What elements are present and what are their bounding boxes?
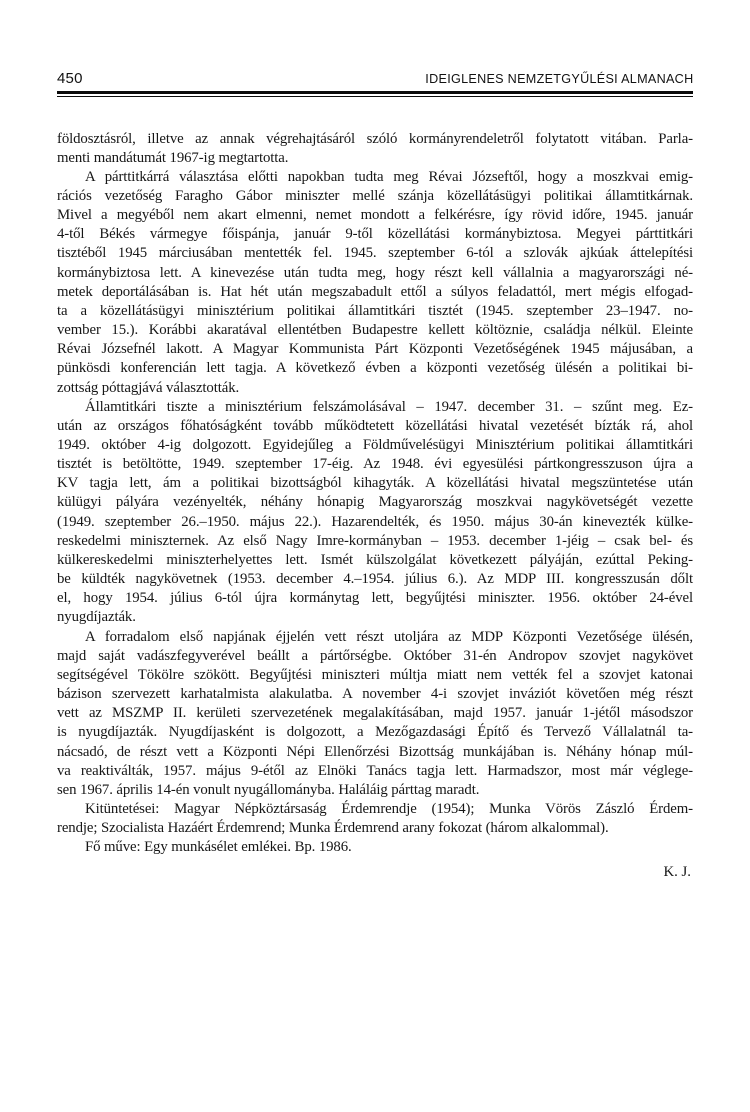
page-content bbox=[57, 70, 693, 881]
header-rule-thick-line bbox=[57, 91, 693, 94]
text-line: külügyi pályára vezényelték, néhány hónapig Magyarország moszkvai nagykövetségét vezette bbox=[57, 494, 693, 511]
text-line: tisztéből 1945 márciusában mentették fel. 1945. szeptember 6-tól a szlovák ajkúak áttelepítési bbox=[57, 245, 693, 262]
text-line: vett az MSZMP II. kerületi szervezetének megalakításában, majd 1957. január 1-jétől másodszor bbox=[57, 705, 693, 722]
text-line: Kitüntetései: Magyar Népköztársaság Érdemrendje (1954); Munka Vörös Zászló Érdem- bbox=[85, 800, 693, 817]
text-line: be küldték nagykövetnek (1953. december 4.–1954. július 6.). Az MDP III. kongresszusán dőlt bbox=[57, 571, 693, 588]
text-line: Fő műve: Egy munkásélet emlékei. Bp. 1986. bbox=[85, 839, 352, 856]
text-line: reskedelmi miniszternek. Az első Nagy Imre-kormányban – 1953. december 1-jéig – csak bel- és bbox=[57, 532, 693, 549]
paragraph bbox=[57, 398, 693, 628]
text-line: Államtitkári tiszte a minisztérium felszámolásával – 1947. december 31. – szűnt meg. Ez- bbox=[85, 398, 693, 415]
text-line: A forradalom első napjának éjjelén vett részt utoljára az MDP Központi Vezetősége ülésén, bbox=[85, 628, 693, 645]
page-header bbox=[57, 70, 693, 87]
page-number: 450 bbox=[57, 70, 83, 87]
header-rule bbox=[57, 91, 693, 97]
text-line: sen 1967. április 14-én vonult nyugállományba. Haláláig párttag maradt. bbox=[57, 781, 480, 798]
header-rule-thin-line bbox=[57, 96, 693, 97]
biography-text bbox=[57, 130, 693, 858]
text-line: ta a közellátásügyi minisztérium politikai államtitkári tisztét (1945. szeptember 23–1947. no- bbox=[57, 302, 693, 319]
text-line: majd saját vadászfegyverével beállt a pártőrségbe. Október 31-én Andropov szovjet nagykövet bbox=[57, 647, 693, 664]
text-line: vember 15.). Korábbi akaratával ellentétben Budapestre kellett költöznie, családja nélkül. Eleinte bbox=[57, 322, 693, 339]
text-line: kormánybiztosa lett. A kinevezése után tudta meg, hogy részt kell vállalnia a magyarországi né- bbox=[57, 264, 693, 281]
paragraph bbox=[57, 628, 693, 800]
text-line: bázison szervezett karhatalmista alakulatba. A november 4-i szovjet inváziót követően még részt bbox=[57, 686, 693, 703]
text-line: rendje; Szocialista Hazáért Érdemrend; Munka Érdemrend arany fokozat (három alkalommal). bbox=[57, 820, 609, 837]
text-line: A párttitkárrá választása előtti napokban tudta meg Révai Józseftől, hogy a moszkvai emig- bbox=[85, 168, 693, 185]
text-line: nácsadó, de részt vett a Központi Népi Ellenőrzési Bizottság munkájában is. Néhány hónap múl- bbox=[57, 743, 693, 760]
text-line: metek deportálásában is. Hat hét után megszabadult ettől a súlyos feladattól, mert mégis elfogad- bbox=[57, 283, 693, 300]
text-line: nyugdíjazták. bbox=[57, 609, 136, 626]
text-line: (1949. szeptember 26.–1950. május 22.). Hazarendelték, és 1950. május 30-án kinevezték külke- bbox=[57, 513, 693, 530]
text-line: is nyugdíjazták. Nyugdíjasként is dolgozott, a Mezőgazdasági Építő és Tervező Vállalatnál ta- bbox=[57, 724, 693, 741]
text-line: Révai Józsefnél lakott. A Magyar Kommunista Párt Központi Vezetőségének 1945 májusában, a bbox=[57, 341, 693, 358]
text-line: zottság póttagjává választották. bbox=[57, 379, 240, 396]
text-line: va reaktiválták, 1957. május 9-étől az Elnöki Tanács tagja lett. Harmadszor, most már véglege- bbox=[57, 762, 693, 779]
text-line: földosztásról, illetve az annak végrehajtásáról szóló kormányrendeletről folytatott vitában. Parla- bbox=[57, 130, 693, 147]
text-line: menti mandátumát 1967-ig megtartotta. bbox=[57, 149, 289, 166]
text-line: után az országos főhatóságként tovább működtetett közellátási hivatal vezetését bízták rá, ahol bbox=[57, 417, 693, 434]
text-line: Mivel a megyéből nem akart elmenni, nemet mondott a felkérésre, így rövid időre, 1945. január bbox=[57, 207, 693, 224]
paragraph bbox=[57, 168, 693, 398]
text-line: tisztét is betöltötte, 1949. szeptember 17-éig. Az 1948. évi egyesülési pártkongresszuson újra a bbox=[57, 456, 693, 473]
paragraph bbox=[57, 800, 693, 838]
text-line: pünkösdi konferencián lett tagja. A következő évben a központi vezetőség ülésén a politikai bi- bbox=[57, 360, 693, 377]
text-line: 4-től Békés vármegye főispánja, január 9-től közellátási kormánybiztosa. Megyei párttitkári bbox=[57, 226, 693, 243]
text-line: rációs vezetőség Faragho Gábor miniszter mellé szánja közellátásügyi politikai államtitkárnak. bbox=[57, 187, 693, 204]
text-line: el, hogy 1954. július 6-tól újra kormánytag lett, begyűjtési miniszter. 1956. október 24-ével bbox=[57, 590, 693, 607]
paragraph bbox=[57, 838, 693, 857]
author-initials: K. J. bbox=[663, 864, 691, 881]
text-line: külkereskedelmi miniszterhelyettes lett. Ismét külszolgálat következett pályáján, ezúttal Peking- bbox=[57, 551, 693, 568]
paragraph bbox=[57, 130, 693, 168]
text-line: 1949. október 4-ig dolgozott. Egyidejűleg a Földművelésügyi Minisztérium politikai államtitkári bbox=[57, 437, 693, 453]
text-line: segítségével Tökölre szökött. Begyűjtési miniszteri múltja miatt nem vették fel a szovjet katonai bbox=[57, 666, 693, 683]
text-line: KV tagja lett, ám a politikai bizottságból kihagyták. A közellátási hivatal megszüntetése után bbox=[57, 475, 693, 492]
running-title: IDEIGLENES NEMZETGYŰLÉSI ALMANACH bbox=[424, 71, 693, 86]
